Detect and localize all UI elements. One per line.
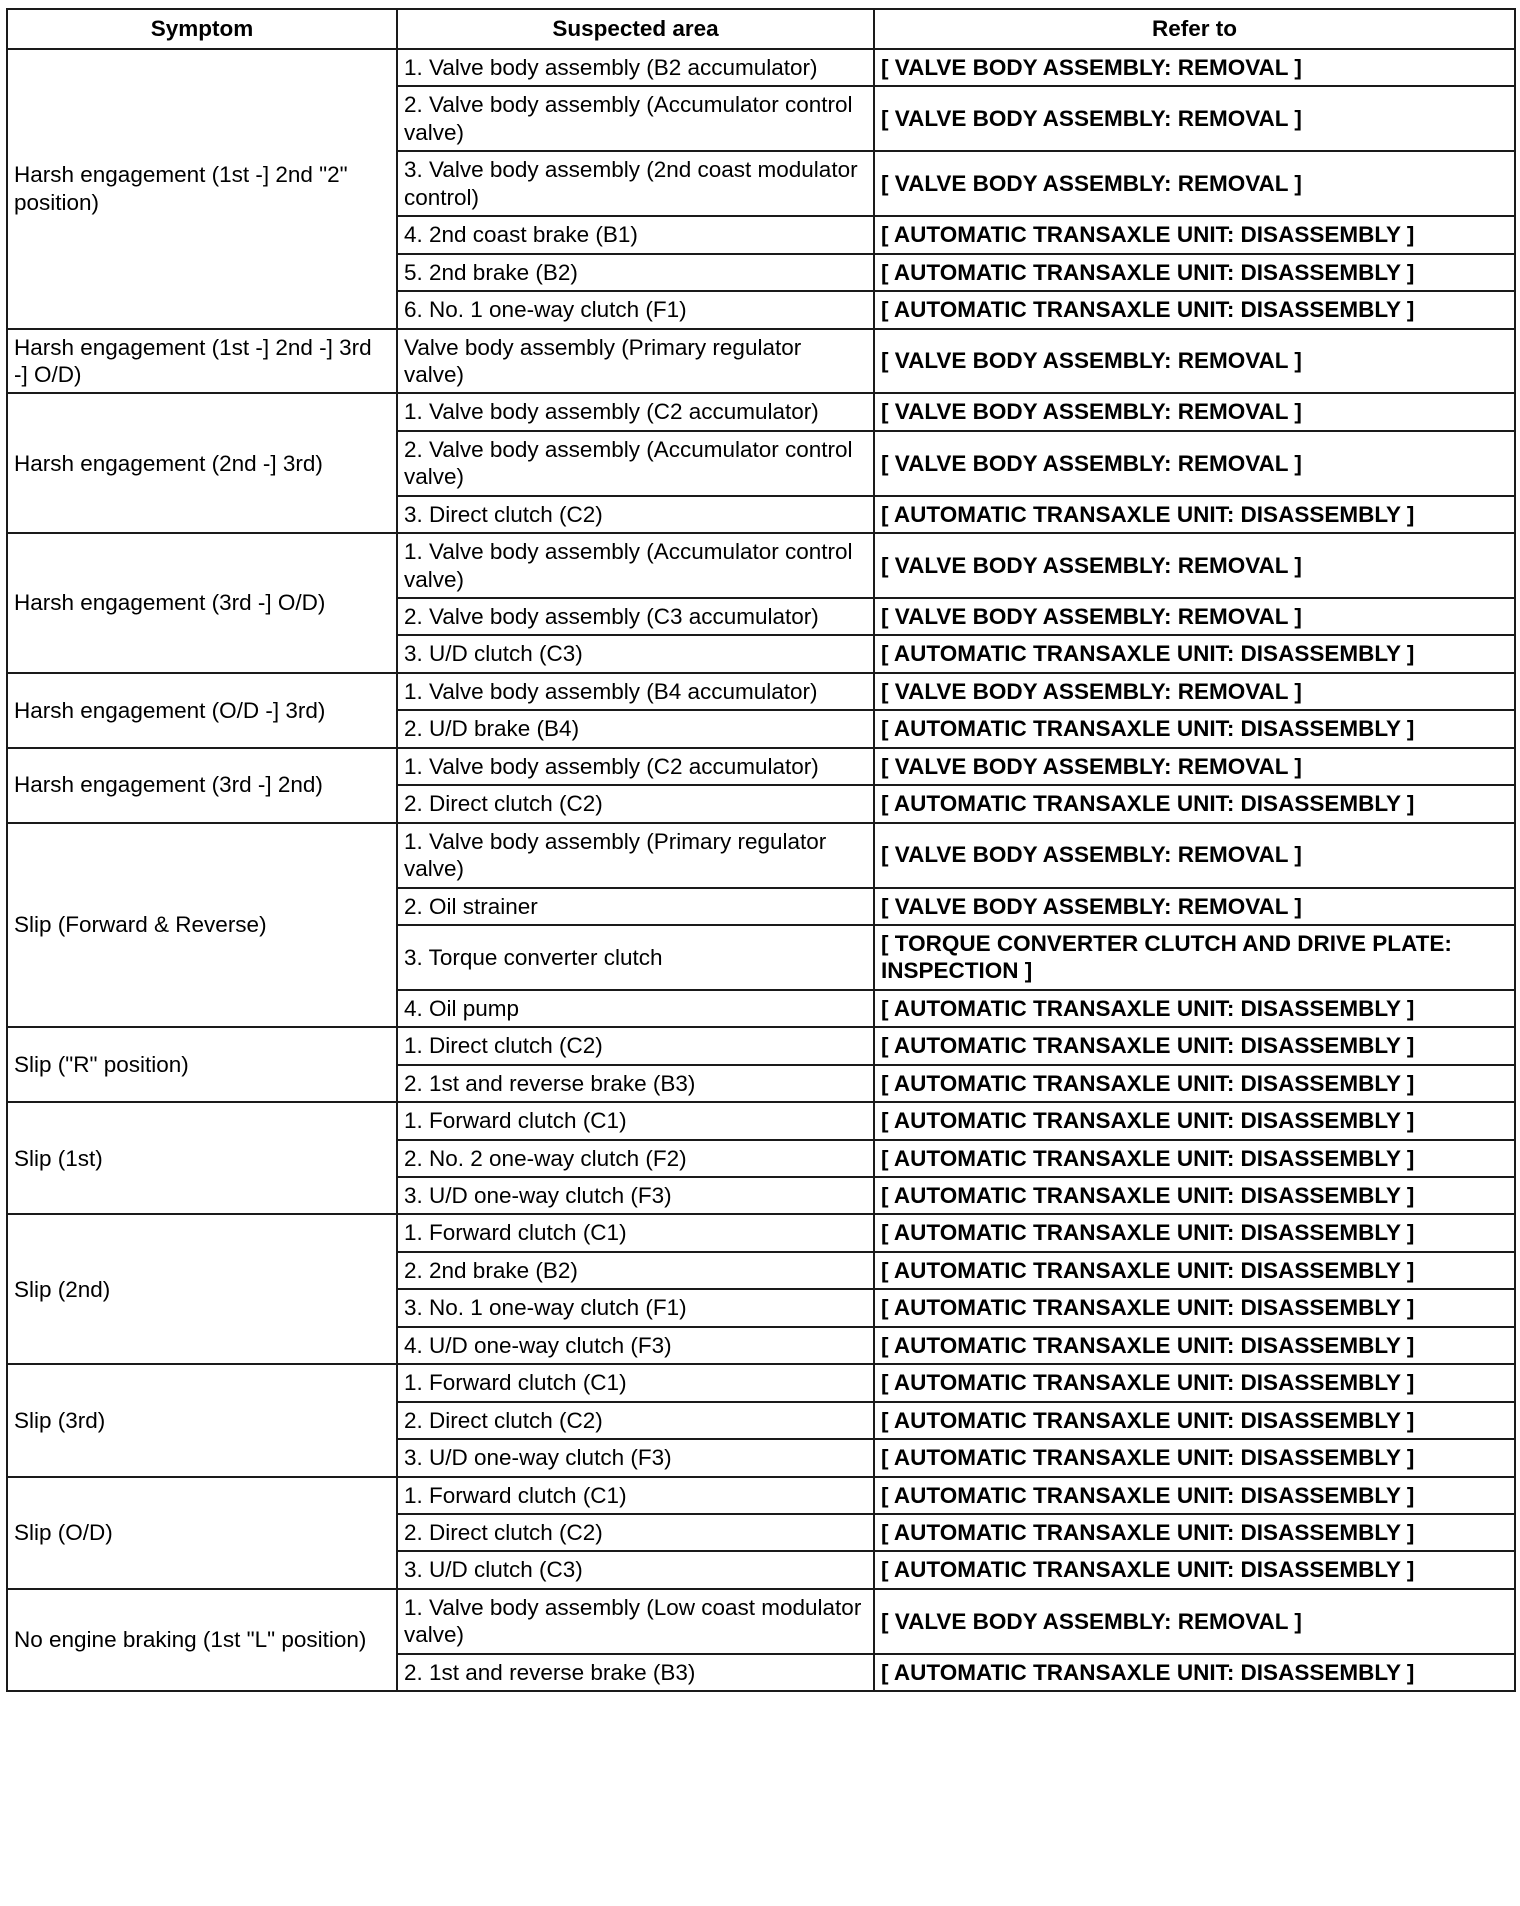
suspected-area-cell: Valve body assembly (Primary regulator valve) [397, 329, 874, 394]
table-row [7, 748, 1515, 785]
suspected-area-cell: 1. Valve body assembly (Low coast modulator valve) [397, 1589, 874, 1654]
refer-to-cell: [ VALVE BODY ASSEMBLY: REMOVAL ] [874, 673, 1515, 710]
suspected-area-cell: 1. Direct clutch (C2) [397, 1027, 874, 1064]
table-row [7, 1477, 1515, 1514]
symptom-cell: Harsh engagement (3rd -] O/D) [7, 533, 397, 673]
suspected-area-cell: 2. No. 2 one-way clutch (F2) [397, 1140, 874, 1177]
suspected-area-cell: 2. U/D brake (B4) [397, 710, 874, 747]
table-header [7, 9, 1515, 49]
header-suspected-area: Suspected area [397, 9, 874, 49]
refer-to-cell: [ AUTOMATIC TRANSAXLE UNIT: DISASSEMBLY ] [874, 1102, 1515, 1139]
symptom-cell: Harsh engagement (3rd -] 2nd) [7, 748, 397, 823]
suspected-area-cell: 1. Valve body assembly (Primary regulator valve) [397, 823, 874, 888]
suspected-area-cell: 2. 1st and reverse brake (B3) [397, 1065, 874, 1102]
refer-to-cell: [ AUTOMATIC TRANSAXLE UNIT: DISASSEMBLY ] [874, 710, 1515, 747]
suspected-area-cell: 3. U/D one-way clutch (F3) [397, 1439, 874, 1476]
header-row [7, 9, 1515, 49]
suspected-area-cell: 3. No. 1 one-way clutch (F1) [397, 1289, 874, 1326]
table-row [7, 329, 1515, 394]
refer-to-cell: [ VALVE BODY ASSEMBLY: REMOVAL ] [874, 393, 1515, 430]
table-body [7, 49, 1515, 1691]
refer-to-cell: [ VALVE BODY ASSEMBLY: REMOVAL ] [874, 329, 1515, 394]
table-row [7, 1589, 1515, 1654]
refer-to-cell: [ VALVE BODY ASSEMBLY: REMOVAL ] [874, 1589, 1515, 1654]
refer-to-cell: [ AUTOMATIC TRANSAXLE UNIT: DISASSEMBLY ] [874, 1514, 1515, 1551]
refer-to-cell: [ AUTOMATIC TRANSAXLE UNIT: DISASSEMBLY ] [874, 635, 1515, 672]
refer-to-cell: [ AUTOMATIC TRANSAXLE UNIT: DISASSEMBLY ] [874, 1289, 1515, 1326]
refer-to-cell: [ AUTOMATIC TRANSAXLE UNIT: DISASSEMBLY ] [874, 785, 1515, 822]
refer-to-cell: [ AUTOMATIC TRANSAXLE UNIT: DISASSEMBLY ] [874, 1065, 1515, 1102]
suspected-area-cell: 2. Valve body assembly (C3 accumulator) [397, 598, 874, 635]
refer-to-cell: [ AUTOMATIC TRANSAXLE UNIT: DISASSEMBLY ] [874, 1402, 1515, 1439]
suspected-area-cell: 1. Valve body assembly (B2 accumulator) [397, 49, 874, 86]
suspected-area-cell: 5. 2nd brake (B2) [397, 254, 874, 291]
suspected-area-cell: 4. 2nd coast brake (B1) [397, 216, 874, 253]
suspected-area-cell: 1. Valve body assembly (C2 accumulator) [397, 393, 874, 430]
symptom-cell: Harsh engagement (1st -] 2nd "2" position) [7, 49, 397, 329]
refer-to-cell: [ AUTOMATIC TRANSAXLE UNIT: DISASSEMBLY ] [874, 1214, 1515, 1251]
suspected-area-cell: 1. Forward clutch (C1) [397, 1364, 874, 1401]
suspected-area-cell: 6. No. 1 one-way clutch (F1) [397, 291, 874, 328]
table-row [7, 1027, 1515, 1064]
symptom-cell: Slip (Forward & Reverse) [7, 823, 397, 1028]
refer-to-cell: [ AUTOMATIC TRANSAXLE UNIT: DISASSEMBLY ] [874, 990, 1515, 1027]
refer-to-cell: [ VALVE BODY ASSEMBLY: REMOVAL ] [874, 533, 1515, 598]
suspected-area-cell: 3. Direct clutch (C2) [397, 496, 874, 533]
suspected-area-cell: 3. Valve body assembly (2nd coast modulator control) [397, 151, 874, 216]
table-row [7, 1102, 1515, 1139]
refer-to-cell: [ AUTOMATIC TRANSAXLE UNIT: DISASSEMBLY ] [874, 254, 1515, 291]
suspected-area-cell: 2. Oil strainer [397, 888, 874, 925]
suspected-area-cell: 3. Torque converter clutch [397, 925, 874, 990]
suspected-area-cell: 2. 1st and reverse brake (B3) [397, 1654, 874, 1691]
refer-to-cell: [ VALVE BODY ASSEMBLY: REMOVAL ] [874, 86, 1515, 151]
refer-to-cell: [ AUTOMATIC TRANSAXLE UNIT: DISASSEMBLY ] [874, 1551, 1515, 1588]
symptom-cell: Harsh engagement (1st -] 2nd -] 3rd -] O/D) [7, 329, 397, 394]
symptom-cell: Slip (1st) [7, 1102, 397, 1214]
suspected-area-cell: 2. Valve body assembly (Accumulator control valve) [397, 86, 874, 151]
refer-to-cell: [ AUTOMATIC TRANSAXLE UNIT: DISASSEMBLY ] [874, 496, 1515, 533]
suspected-area-cell: 2. Direct clutch (C2) [397, 1514, 874, 1551]
suspected-area-cell: 3. U/D one-way clutch (F3) [397, 1177, 874, 1214]
suspected-area-cell: 1. Forward clutch (C1) [397, 1214, 874, 1251]
symptom-cell: Harsh engagement (2nd -] 3rd) [7, 393, 397, 533]
suspected-area-cell: 4. U/D one-way clutch (F3) [397, 1327, 874, 1364]
suspected-area-cell: 1. Forward clutch (C1) [397, 1477, 874, 1514]
refer-to-cell: [ AUTOMATIC TRANSAXLE UNIT: DISASSEMBLY ] [874, 1327, 1515, 1364]
symptom-cell: No engine braking (1st "L" position) [7, 1589, 397, 1691]
refer-to-cell: [ AUTOMATIC TRANSAXLE UNIT: DISASSEMBLY ] [874, 291, 1515, 328]
header-symptom: Symptom [7, 9, 397, 49]
symptom-cell: Slip (O/D) [7, 1477, 397, 1589]
suspected-area-cell: 1. Valve body assembly (Accumulator control valve) [397, 533, 874, 598]
header-refer-to: Refer to [874, 9, 1515, 49]
table-row [7, 1364, 1515, 1401]
suspected-area-cell: 2. 2nd brake (B2) [397, 1252, 874, 1289]
refer-to-cell: [ VALVE BODY ASSEMBLY: REMOVAL ] [874, 49, 1515, 86]
suspected-area-cell: 1. Forward clutch (C1) [397, 1102, 874, 1139]
symptom-cell: Slip (3rd) [7, 1364, 397, 1476]
refer-to-cell: [ AUTOMATIC TRANSAXLE UNIT: DISASSEMBLY ] [874, 216, 1515, 253]
symptom-cell: Harsh engagement (O/D -] 3rd) [7, 673, 397, 748]
suspected-area-cell: 1. Valve body assembly (B4 accumulator) [397, 673, 874, 710]
refer-to-cell: [ TORQUE CONVERTER CLUTCH AND DRIVE PLATE: INSPECTION ] [874, 925, 1515, 990]
refer-to-cell: [ AUTOMATIC TRANSAXLE UNIT: DISASSEMBLY ] [874, 1140, 1515, 1177]
refer-to-cell: [ AUTOMATIC TRANSAXLE UNIT: DISASSEMBLY ] [874, 1364, 1515, 1401]
suspected-area-cell: 3. U/D clutch (C3) [397, 1551, 874, 1588]
refer-to-cell: [ VALVE BODY ASSEMBLY: REMOVAL ] [874, 888, 1515, 925]
table-row [7, 533, 1515, 598]
diagnosis-table-wrapper [6, 8, 1514, 1692]
diagnosis-table [6, 8, 1516, 1692]
suspected-area-cell: 2. Direct clutch (C2) [397, 1402, 874, 1439]
symptom-cell: Slip (2nd) [7, 1214, 397, 1364]
table-row [7, 1214, 1515, 1251]
refer-to-cell: [ AUTOMATIC TRANSAXLE UNIT: DISASSEMBLY ] [874, 1027, 1515, 1064]
table-row [7, 673, 1515, 710]
refer-to-cell: [ VALVE BODY ASSEMBLY: REMOVAL ] [874, 748, 1515, 785]
suspected-area-cell: 4. Oil pump [397, 990, 874, 1027]
suspected-area-cell: 1. Valve body assembly (C2 accumulator) [397, 748, 874, 785]
table-row [7, 823, 1515, 888]
refer-to-cell: [ VALVE BODY ASSEMBLY: REMOVAL ] [874, 431, 1515, 496]
suspected-area-cell: 2. Valve body assembly (Accumulator control valve) [397, 431, 874, 496]
refer-to-cell: [ AUTOMATIC TRANSAXLE UNIT: DISASSEMBLY ] [874, 1654, 1515, 1691]
refer-to-cell: [ AUTOMATIC TRANSAXLE UNIT: DISASSEMBLY ] [874, 1439, 1515, 1476]
table-row [7, 49, 1515, 86]
suspected-area-cell: 2. Direct clutch (C2) [397, 785, 874, 822]
refer-to-cell: [ AUTOMATIC TRANSAXLE UNIT: DISASSEMBLY ] [874, 1477, 1515, 1514]
refer-to-cell: [ VALVE BODY ASSEMBLY: REMOVAL ] [874, 598, 1515, 635]
refer-to-cell: [ VALVE BODY ASSEMBLY: REMOVAL ] [874, 823, 1515, 888]
refer-to-cell: [ AUTOMATIC TRANSAXLE UNIT: DISASSEMBLY ] [874, 1177, 1515, 1214]
symptom-cell: Slip ("R" position) [7, 1027, 397, 1102]
refer-to-cell: [ VALVE BODY ASSEMBLY: REMOVAL ] [874, 151, 1515, 216]
table-row [7, 393, 1515, 430]
suspected-area-cell: 3. U/D clutch (C3) [397, 635, 874, 672]
refer-to-cell: [ AUTOMATIC TRANSAXLE UNIT: DISASSEMBLY ] [874, 1252, 1515, 1289]
